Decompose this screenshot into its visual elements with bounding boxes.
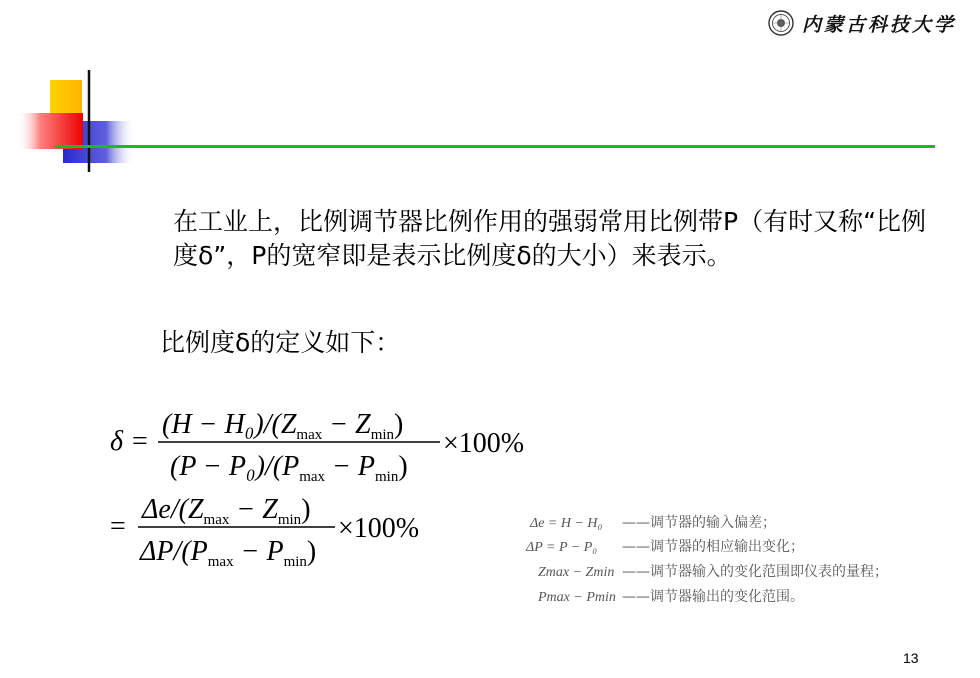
def-symbol-3: Zmax − Zmin [538,565,615,580]
def-text-3: ——调节器输入的变化范围即仪表的量程； [622,564,888,580]
formula-times-1: ×100% [443,428,525,459]
university-seal-icon [768,10,794,36]
def-symbol-4: Pmax − Pmin [538,590,616,605]
definition-intro: 比例度δ的定义如下： [160,328,401,357]
def-text-4: ——调节器输出的变化范围。 [622,589,804,605]
title-decoration [0,0,160,180]
symbol-definitions [510,510,980,620]
formula-line2-den: $\Delta P/(P_{max} - P_{min})$ [140,536,317,570]
body-paragraph: 在工业上，比例调节器比例作用的强弱常用比例带P（有时又称“比例度δ”，P的宽窄即是表示比例度δ的大小）来表示。 [173,207,927,270]
page-number: 13 [903,650,919,666]
def-symbol-2: ΔP = P − P₀ [526,540,598,555]
formula-eq-2: = [110,511,126,542]
university-logo [768,8,956,38]
formula-line2-num: $\Delta e/(Z_{max} - Z_{min})$ [142,494,311,528]
formula-delta: δ [110,426,124,457]
def-symbol-1: Δe = H − H₀ [530,516,603,531]
yellow-square [50,80,82,118]
proportional-band-formula [110,395,540,595]
red-square [17,113,83,149]
university-name: 内蒙古科技大学 [802,13,957,36]
formula-line1-num: $(H - H_0)/(Z_{max} - Z_{min})$ [162,409,404,443]
title-rule [55,145,935,148]
def-text-2: ——调节器的相应输出变化； [622,539,804,555]
formula-line1-den: $(P - P_0)/(P_{max} - P_{min})$ [170,451,408,485]
formula-eq-1: = [132,426,148,457]
formula-times-2: ×100% [338,513,420,544]
def-text-1: ——调节器的输入偏差； [622,515,776,531]
